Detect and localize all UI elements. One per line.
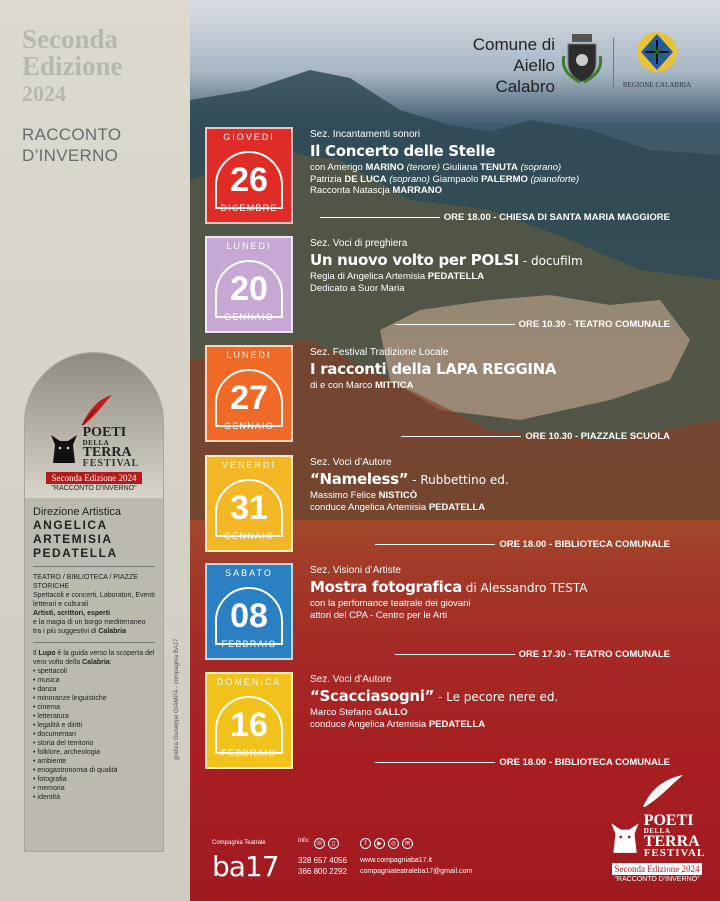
company-logo: ba17 <box>212 850 279 883</box>
description-segment: (soprano) <box>517 162 562 173</box>
description-segment: con la perfomance teatrale dei giovani <box>310 598 471 609</box>
event-month: GENNAIO <box>224 312 274 322</box>
youtube-icon[interactable]: ▶ <box>374 838 385 849</box>
theme-item: • legalità e diritti <box>33 721 155 730</box>
description-segment: Giuliana <box>439 162 481 173</box>
event-title: Mostra fotografica <box>310 578 462 596</box>
event-details <box>310 674 710 730</box>
time-venue-text: ORE 10.30 - PIAZZALE SCUOLA <box>525 431 670 442</box>
racconto-line: RACCONTO <box>22 125 122 144</box>
description-segment: Massimo Felice <box>310 490 379 501</box>
time-rule <box>375 762 495 763</box>
director-name-line: ANGELICA <box>33 518 108 532</box>
date-box <box>205 672 293 769</box>
event-title-sub: - Rubbettino ed. <box>408 473 509 487</box>
edition-badge: Seconda Edizione 2024 <box>46 472 143 484</box>
time-venue-text: ORE 18.00 - BIBLIOTECA COMUNALE <box>499 757 670 768</box>
lupo-bold: Lupo <box>38 650 56 657</box>
phone-number[interactable]: 328 657 4056 <box>298 856 347 865</box>
event-section: Sez. Voci di preghiera <box>310 238 408 249</box>
racconto-title <box>22 124 121 166</box>
theme-item: • storia del territorio <box>33 739 155 748</box>
info-label: Info: <box>298 838 310 844</box>
web-contacts <box>360 855 472 877</box>
regione-label: REGIONE CALABRIA <box>622 81 692 89</box>
theme-item: • minoranze linguistiche <box>33 694 155 703</box>
intro-line: Spettacoli e concerti, Laboratori, Eventi letterari e culturali <box>33 592 155 608</box>
logo-della: DELLA <box>82 439 110 447</box>
event-title: Un nuovo volto per POLSI <box>310 251 519 269</box>
theme-item: • enogastronomia di qualità <box>33 766 155 775</box>
main-panel <box>190 0 720 901</box>
event-item <box>205 672 715 772</box>
event-details <box>310 565 710 621</box>
event-time-venue <box>375 539 670 550</box>
event-section: Sez. Voci d’Autore <box>310 674 392 685</box>
description-segment: Dedicato a Suor Maria <box>310 282 405 294</box>
edition-badge: Seconda Edizione 2024 <box>612 863 702 875</box>
description-segment: Patrizia <box>310 173 345 185</box>
lupo-place: Calabria <box>82 659 110 666</box>
event-description-line <box>310 380 710 392</box>
event-description-line <box>310 271 710 283</box>
event-item <box>205 127 715 227</box>
event-title-sub: di Alessandro TESTA <box>461 581 588 595</box>
time-venue-text: ORE 17.30 - TEATRO COMUNALE <box>518 649 670 660</box>
date-box <box>205 236 293 333</box>
logo-poeti: POETI <box>643 812 694 829</box>
event-title-row <box>310 359 710 380</box>
intro-bold: Artisti, scrittori, esperti <box>33 610 111 617</box>
edition-subtitle: "RACCONTO D'INVERNO" <box>614 876 700 883</box>
edition-title <box>22 26 123 107</box>
description-segment: DE LUCA <box>344 173 387 185</box>
event-day-number: 16 <box>215 696 283 754</box>
event-description-line <box>310 283 710 295</box>
time-venue-text: ORE 18.00 - CHIESA DI SANTA MARIA MAGGIORE <box>443 212 670 223</box>
description-segment: attori del CPA - Centro per le Arti <box>310 609 448 621</box>
event-details <box>310 238 710 294</box>
date-box <box>205 345 293 442</box>
description-segment: conduce Angelica Artemisia <box>310 501 429 513</box>
event-item <box>205 455 715 555</box>
description-segment: PEDATELLA <box>427 271 485 282</box>
time-rule <box>395 654 515 655</box>
quill-icon <box>74 393 114 427</box>
date-box <box>205 563 293 660</box>
mobile-icon: ▯ <box>328 838 339 849</box>
description-segment: PEDATELLA <box>428 501 486 513</box>
description-segment: con Amerigo <box>310 162 366 173</box>
event-month: FEBBRAIO <box>221 748 277 758</box>
description-segment: PALERMO <box>481 173 528 185</box>
event-month: DICEMBRE <box>220 203 278 213</box>
event-section: Sez. Voci d’Autore <box>310 457 392 468</box>
intro-line: e la magia di un borgo mediterraneo tra i più suggestivi di <box>33 619 146 635</box>
description-segment: Regia di Angelica Artemisia <box>310 271 428 282</box>
event-time-venue <box>375 757 670 768</box>
date-box <box>205 127 293 224</box>
event-title-row <box>310 469 710 490</box>
theme-item: • documentari <box>33 730 155 739</box>
lupo-text-part: Il <box>33 650 37 657</box>
theme-item: • identità <box>33 793 155 802</box>
email-icon[interactable]: ✉ <box>402 838 413 849</box>
themes-list <box>33 667 155 802</box>
time-rule <box>395 324 515 325</box>
description-segment: Marco Stefano <box>310 707 375 718</box>
comune-line: Calabro <box>495 77 555 96</box>
theme-item: • spettacoli <box>33 667 155 676</box>
event-weekday: LUNEDI <box>226 241 272 251</box>
company-label: Compagnia Teatrale <box>212 840 266 846</box>
event-weekday: GIOVEDI <box>223 132 275 142</box>
intro-text <box>25 567 163 636</box>
event-time-venue <box>395 649 670 660</box>
event-details <box>310 129 710 197</box>
event-description-line <box>310 719 710 731</box>
event-details <box>310 347 710 392</box>
description-segment: MITTICA <box>374 380 414 391</box>
event-section: Sez. Festival Tradizione Locale <box>310 347 449 358</box>
phone-icon: ☏ <box>314 838 325 849</box>
description-segment: PEDATELLA <box>428 718 486 730</box>
email-link[interactable]: compagniateatraleba17@gmail.com <box>360 868 473 875</box>
venues-text: TEATRO / BIBLIOTECA / PIAZZE STORICHE <box>33 574 138 590</box>
event-title-sub: - docufilm <box>519 254 583 268</box>
event-month: FEBBRAIO <box>221 639 277 649</box>
director-name-line: PEDATELLA <box>33 546 118 560</box>
event-description-line <box>310 490 710 502</box>
event-details <box>310 457 710 513</box>
event-time-venue <box>401 431 670 442</box>
regione-calabria-icon <box>635 30 679 74</box>
title-year: 2024 <box>22 81 66 106</box>
theme-item: • cinema <box>33 703 155 712</box>
event-description-line <box>310 162 710 174</box>
event-item <box>205 563 715 663</box>
event-description-line <box>310 598 710 610</box>
title-line: Seconda <box>22 24 119 54</box>
description-segment: (pianoforte) <box>527 173 580 185</box>
graphic-credit: grafica Giuseppe GIAMPÀ - compagnia BA17 <box>174 638 180 760</box>
time-rule <box>320 217 440 218</box>
event-time-venue <box>395 319 670 330</box>
info-arch <box>24 352 164 852</box>
theme-item: • ambiente <box>33 757 155 766</box>
theme-item: • musica <box>33 676 155 685</box>
event-title: I racconti della LAPA REGGINA <box>310 360 557 378</box>
description-segment: NISTICÒ <box>378 490 418 501</box>
facebook-icon[interactable]: f <box>360 838 371 849</box>
event-day-number: 26 <box>215 151 283 209</box>
event-description-line <box>310 174 710 186</box>
website-link[interactable]: www.compagniaba17.it <box>360 857 432 864</box>
event-day-number: 31 <box>215 479 283 537</box>
theme-item: • folklore, archeologia <box>33 748 155 757</box>
header-divider <box>613 38 614 88</box>
festival-logo-small <box>25 353 163 498</box>
footer <box>190 828 720 901</box>
left-column <box>0 0 190 901</box>
time-venue-text: ORE 18.00 - BIBLIOTECA COMUNALE <box>499 539 670 550</box>
phone-numbers <box>298 855 347 877</box>
lupo-text-part: è la guida verso la scoperta del vero volto della <box>33 650 155 666</box>
description-segment: conduce Angelica Artemisia <box>310 718 429 730</box>
event-day-number: 20 <box>215 260 283 318</box>
event-description-line <box>310 185 710 197</box>
event-item <box>205 345 715 445</box>
description-segment: TENUTA <box>480 162 518 173</box>
theme-item: • fotografia <box>33 775 155 784</box>
event-title-row <box>310 686 710 707</box>
quill-icon <box>627 773 687 809</box>
event-title-row <box>310 577 710 598</box>
event-month: GENNAIO <box>224 531 274 541</box>
description-segment: (tenore) <box>403 162 440 173</box>
event-description-line <box>310 707 710 719</box>
event-weekday: SABATO <box>225 568 273 578</box>
comune-line: Aiello <box>513 56 555 75</box>
title-line: Edizione <box>22 51 123 81</box>
event-description-line <box>310 502 710 514</box>
event-section: Sez. Visioni d’Artiste <box>310 565 401 576</box>
logo-festival: FESTIVAL <box>82 458 140 469</box>
instagram-icon[interactable]: ◎ <box>388 838 399 849</box>
comune-crest-icon <box>560 32 604 84</box>
event-day-number: 08 <box>215 587 283 645</box>
intro-place: Calabria <box>98 628 126 635</box>
description-segment: Giampaolo <box>429 173 482 185</box>
description-segment: (soprano) <box>386 173 430 185</box>
event-time-venue <box>320 212 670 223</box>
logo-poeti: POETI <box>82 425 127 440</box>
lupo-text: Il Lupo è la guida verso la scoperta del vero volto della Calabria: • spettacoli • musica • danza • minoranze linguistiche • cinema • letteratura • legalità e diritti • documentari • storia del territorio • folklore, archeologia • ambiente • enogastronomia di qualità • fotografia • memoria • identità <box>25 643 163 802</box>
event-section: Sez. Incantamenti sonori <box>310 129 421 140</box>
theme-item: • danza <box>33 685 155 694</box>
logo-terra: TERRA <box>82 445 132 460</box>
event-title: “Nameless” <box>310 470 409 488</box>
logo-terra: TERRA <box>643 833 700 850</box>
description-segment: di e con Marco <box>310 380 375 391</box>
comune-line: Comune di <box>472 35 555 54</box>
event-weekday: VENERDI <box>221 460 276 470</box>
direzione-label: Direzione Artistica <box>33 506 122 518</box>
event-title-sub: - Le pecore nere ed. <box>434 690 559 704</box>
theme-item: • memoria <box>33 784 155 793</box>
event-title-row <box>310 141 710 162</box>
wolf-icon <box>49 431 79 465</box>
comune-name <box>455 34 555 97</box>
regione-logo <box>622 30 692 89</box>
logo-festival: FESTIVAL <box>643 847 706 859</box>
event-month: GENNAIO <box>224 421 274 431</box>
description-segment: Racconta Natascja <box>310 185 393 196</box>
theme-item: • letteratura <box>33 712 155 721</box>
edition-subtitle: "RACCONTO D'INVERNO" <box>51 485 137 492</box>
racconto-line: D’INVERNO <box>22 146 119 165</box>
logo-della: DELLA <box>643 827 671 835</box>
event-weekday: LUNEDI <box>226 350 272 360</box>
date-box <box>205 455 293 552</box>
phone-number[interactable]: 366 800 2292 <box>298 867 347 876</box>
event-title: Il Concerto delle Stelle <box>310 142 496 160</box>
event-weekday: DOMENICA <box>216 677 282 687</box>
time-rule <box>401 436 521 437</box>
time-venue-text: ORE 10.30 - TEATRO COMUNALE <box>518 319 670 330</box>
event-description-line <box>310 610 710 622</box>
description-segment: GALLO <box>374 707 408 718</box>
event-item <box>205 236 715 336</box>
description-segment: MARRANO <box>392 185 442 196</box>
event-title-row <box>310 250 710 271</box>
description-segment: MARINO <box>365 162 404 173</box>
time-rule <box>375 544 495 545</box>
director-name-line: ARTEMISIA <box>33 532 113 546</box>
event-title: “Scacciasogni” <box>310 687 435 705</box>
event-day-number: 27 <box>215 369 283 427</box>
